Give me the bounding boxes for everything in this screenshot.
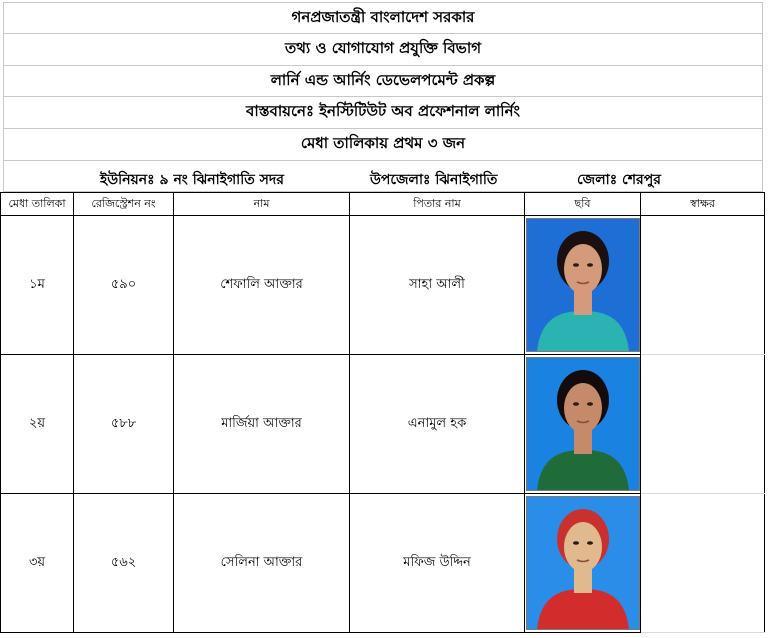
student-photo [526, 357, 640, 491]
name-cell: সেলিনা আক্তার [174, 494, 350, 633]
father-cell: মফিজ উদ্দিন [350, 494, 525, 633]
student-photo [526, 218, 640, 352]
header-division: তথ্য ও যোগাযোগ প্রযুক্তি বিভাগ [3, 33, 763, 65]
reg-cell: ৫৯০ [74, 216, 174, 355]
union-label: ইউনিয়নঃ ৯ নং ঝিনাইগাতি সদর [100, 172, 284, 188]
col-photo: ছবি [525, 193, 641, 216]
portrait-figure [527, 358, 639, 490]
signature-cell [641, 355, 765, 494]
col-registration: রেজিস্ট্রেশন নং [74, 193, 174, 216]
portrait-figure [527, 219, 639, 351]
rank-cell: ৩য় [1, 494, 74, 633]
signature-cell [641, 494, 765, 633]
name-cell: শেফালি আক্তার [174, 216, 350, 355]
col-name: নাম [174, 193, 350, 216]
portrait-figure [527, 497, 639, 629]
name-cell: মার্জিয়া আক্তার [174, 355, 350, 494]
header-implementer: বাস্তবায়নেঃ ইনস্টিটিউট অব প্রফেশনাল লার্নিং [3, 96, 763, 128]
col-signature: স্বাক্ষর [641, 193, 765, 216]
col-rank: মেধা তালিকা [1, 193, 74, 216]
col-father: পিতার নাম [350, 193, 525, 216]
student-photo [526, 496, 640, 630]
upazila-label: উপজেলাঃ ঝিনাইগাতি [370, 172, 498, 188]
header-merit-title: মেধা তালিকায় প্রথম ৩ জন [3, 128, 763, 160]
reg-cell: ৫৬২ [74, 494, 174, 633]
photo-cell [525, 355, 641, 494]
table-row [1, 216, 765, 355]
table-row [1, 355, 765, 494]
district-label: জেলাঃ শেরপুর [577, 172, 661, 188]
table-header-row [1, 193, 765, 216]
father-cell: সাহা আলী [350, 216, 525, 355]
header-project: লার্নি এন্ড আর্নিং ডেভেলপমেন্ট প্রকল্প [3, 65, 763, 96]
table-row [1, 494, 765, 633]
rank-cell: ১ম [1, 216, 74, 355]
merit-table [0, 192, 765, 633]
reg-cell: ৫৮৮ [74, 355, 174, 494]
location-row [3, 160, 763, 192]
header-government: গনপ্রজাতন্ত্রী বাংলাদেশ সরকার [3, 2, 763, 33]
signature-cell [641, 216, 765, 355]
photo-cell [525, 216, 641, 355]
rank-cell: ২য় [1, 355, 74, 494]
father-cell: এনামুল হক [350, 355, 525, 494]
photo-cell [525, 494, 641, 633]
